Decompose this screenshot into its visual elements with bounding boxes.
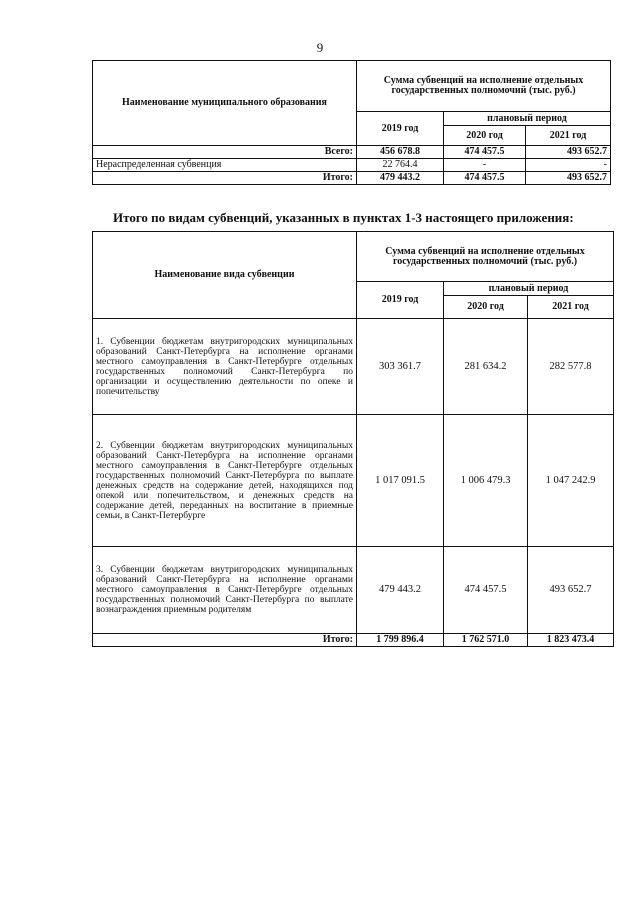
header-year-2020: 2020 год — [444, 296, 528, 319]
header-year-2019: 2019 год — [357, 282, 444, 319]
row-description: 1. Субвенции бюджетам внутригородских муниципальных образований Санкт-Петербурга на исполнение органами местного самоуправления в Санкт-Петербурге отдельных государственных полномочий Санкт-Петербурга по организации и осуществлению деятельности по опеке и попечительству — [93, 319, 357, 415]
total-2021: 1 823 473.4 — [528, 634, 614, 647]
header-year-2021: 2021 год — [526, 126, 611, 146]
header-subvention-type: Наименование вида субвенции — [93, 232, 357, 319]
header-planned-period: плановый период — [444, 282, 614, 296]
section-heading: Итого по видам субвенций, указанных в пунктах 1-3 настоящего приложения: — [113, 210, 574, 225]
value-2019: 303 361.7 — [357, 319, 444, 415]
header-subvention-sum: Сумма субвенций на исполнение отдельных государственных полномочий (тыс. руб.) — [357, 61, 611, 112]
row-description: 3. Субвенции бюджетам внутригородских муниципальных образований Санкт-Петербурга на исполнение органами местного самоуправления в Санкт-Петербурге отдельных государственных полномочий Санкт-Петербурга по выплате вознаграждения приемным родителям — [93, 547, 357, 634]
header-subvention-sum: Сумма субвенций на исполнение отдельных государственных полномочий (тыс. руб.) — [357, 232, 614, 282]
value-2019: 22 764.4 — [357, 159, 444, 172]
table-row — [93, 146, 611, 159]
subvention-types-table — [92, 231, 614, 647]
header-planned-period: плановый период — [444, 112, 611, 126]
row-description: 2. Субвенции бюджетам внутригородских муниципальных образований Санкт-Петербурга на исполнение органами местного самоуправления в Санкт-Петербурге отдельных государственных полномочий Санкт-Петербурга по выплате денежных средств на содержание детей, находящихся под опекой или попечительством, и денежных средств на содержание детей, переданных на воспитание в приемные семьи, в Санкт-Петербурге — [93, 415, 357, 547]
value-2019: 479 443.2 — [357, 172, 444, 185]
value-2021: 1 047 242.9 — [528, 415, 614, 547]
municipal-subventions-table — [92, 60, 611, 185]
header-municipality-name: Наименование муниципального образования — [93, 61, 357, 146]
value-2021: 282 577.8 — [528, 319, 614, 415]
header-year-2020: 2020 год — [444, 126, 526, 146]
value-2019: 1 017 091.5 — [357, 415, 444, 547]
row-label: Нераспределенная субвенция — [93, 159, 357, 172]
table-row — [93, 172, 611, 185]
row-label: Всего: — [93, 146, 357, 159]
table-row — [93, 415, 614, 547]
row-label: Итого: — [93, 172, 357, 185]
value-2020: 474 457.5 — [444, 547, 528, 634]
page-number: 9 — [316, 40, 324, 55]
value-2020: 1 006 479.3 — [444, 415, 528, 547]
value-2020: 474 457.5 — [444, 146, 526, 159]
value-2021: 493 652.7 — [526, 146, 611, 159]
table-row — [93, 319, 614, 415]
total-2019: 1 799 896.4 — [357, 634, 444, 647]
total-row — [93, 634, 614, 647]
total-label: Итого: — [93, 634, 357, 647]
header-year-2021: 2021 год — [528, 296, 614, 319]
value-2021: 493 652.7 — [526, 172, 611, 185]
value-2021: - — [526, 159, 611, 172]
total-2020: 1 762 571.0 — [444, 634, 528, 647]
value-2019: 479 443.2 — [357, 547, 444, 634]
value-2020: 474 457.5 — [444, 172, 526, 185]
table-row — [93, 159, 611, 172]
value-2021: 493 652.7 — [528, 547, 614, 634]
header-year-2019: 2019 год — [357, 112, 444, 146]
table-row — [93, 547, 614, 634]
value-2019: 456 678.8 — [357, 146, 444, 159]
value-2020: 281 634.2 — [444, 319, 528, 415]
value-2020: - — [444, 159, 526, 172]
